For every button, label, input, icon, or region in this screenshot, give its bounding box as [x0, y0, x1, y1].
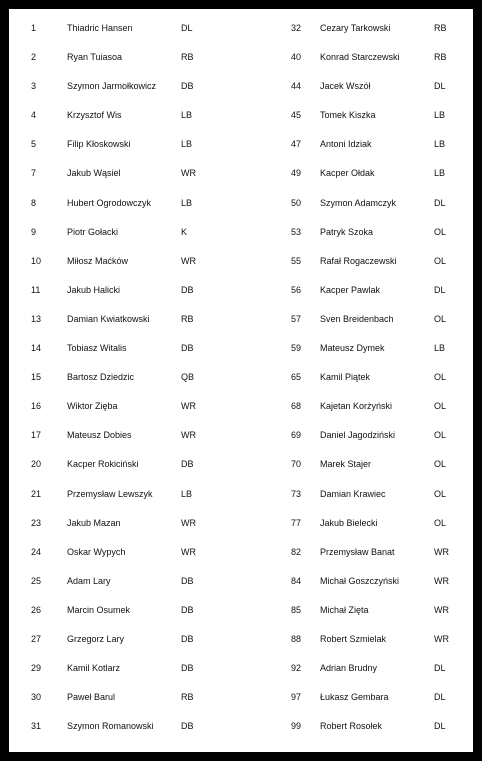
player-position: WR	[434, 633, 449, 644]
player-name: Miłosz Maćków	[67, 255, 129, 266]
player-position: LB	[181, 197, 193, 208]
player-position: OL	[434, 459, 447, 470]
player-position: DB	[181, 459, 194, 470]
player-position: DB	[181, 81, 194, 92]
player-number: 8	[31, 197, 37, 208]
player-number: 15	[31, 372, 42, 383]
player-position: LB	[434, 139, 446, 150]
player-position: LB	[434, 168, 446, 179]
player-position: RB	[181, 692, 194, 703]
player-position: WR	[181, 401, 196, 412]
player-name: Przemysław Lewszyk	[67, 488, 153, 499]
player-position: DL	[181, 23, 193, 33]
player-number: 11	[31, 284, 41, 295]
player-position: OL	[434, 313, 447, 324]
player-position: OL	[434, 255, 447, 266]
player-name: Łukasz Gembara	[320, 692, 389, 703]
player-position: DB	[181, 575, 194, 586]
player-name: Marcin Osumek	[67, 604, 131, 615]
player-position: WR	[181, 517, 196, 528]
player-name: Oskar Wypych	[67, 546, 126, 557]
player-position: DB	[181, 663, 194, 674]
player-position: DL	[434, 663, 446, 674]
player-number: 27	[31, 633, 42, 644]
player-name: Adrian Brudny	[320, 663, 378, 674]
player-number: 77	[291, 517, 302, 528]
player-name: Krzysztof Wis	[67, 110, 122, 121]
player-number: 68	[291, 401, 302, 412]
player-name: Szymon Adamczyk	[320, 197, 397, 208]
player-position: LB	[181, 488, 193, 499]
player-name: Cezary Tarkowski	[320, 23, 391, 33]
player-number: 44	[291, 81, 302, 92]
player-position: RB	[434, 52, 447, 63]
player-name: Robert Rosołek	[320, 721, 383, 732]
player-number: 24	[31, 546, 42, 557]
player-number: 40	[291, 52, 302, 63]
player-name: Daniel Jagodziński	[320, 430, 396, 441]
player-number: 20	[31, 459, 42, 470]
player-position: DB	[181, 633, 194, 644]
player-number: 4	[31, 110, 37, 121]
player-name: Kajetan Korżyński	[320, 401, 393, 412]
player-number: 10	[31, 255, 42, 266]
player-number: 99	[291, 721, 302, 732]
player-position: DL	[434, 692, 446, 703]
player-name: Jakub Mazan	[67, 517, 121, 528]
player-number: 9	[31, 226, 37, 237]
player-name: Wiktor Zięba	[67, 401, 118, 412]
player-name: Szymon Romanowski	[67, 721, 154, 732]
player-position: DB	[181, 604, 194, 615]
player-number: 47	[291, 139, 302, 150]
player-name: Adam Lary	[67, 575, 111, 586]
player-number: 65	[291, 372, 302, 383]
player-name: Hubert Ogrodowczyk	[67, 197, 152, 208]
player-name: Kacper Pawlak	[320, 284, 381, 295]
player-number: 92	[291, 663, 302, 674]
player-position: QB	[181, 372, 195, 383]
roster-page	[9, 9, 473, 752]
player-number: 97	[291, 692, 302, 703]
player-name: Michał Goszczyński	[320, 575, 400, 586]
player-number: 7	[31, 168, 37, 179]
player-name: Paweł Barul	[67, 692, 116, 703]
player-number: 73	[291, 488, 302, 499]
player-position: LB	[181, 139, 193, 150]
player-number: 23	[31, 517, 42, 528]
player-position: LB	[434, 343, 446, 354]
player-number: 26	[31, 604, 42, 615]
player-name: Grzegorz Lary	[67, 633, 125, 644]
player-name: Konrad Starczewski	[320, 52, 400, 63]
player-name: Marek Stajer	[320, 459, 372, 470]
player-number: 50	[291, 197, 302, 208]
player-name: Damian Kwiatkowski	[67, 313, 150, 324]
player-position: RB	[181, 52, 194, 63]
player-number: 17	[31, 430, 42, 441]
player-number: 25	[31, 575, 42, 586]
player-number: 55	[291, 255, 302, 266]
player-name: Jacek Wszół	[320, 81, 371, 92]
player-name: Sven Breidenbach	[320, 313, 394, 324]
player-name: Tomek Kiszka	[320, 110, 376, 121]
player-number: 21	[31, 488, 42, 499]
player-name: Antoni Idziak	[320, 139, 372, 150]
player-number: 88	[291, 633, 302, 644]
player-name: Jakub Wąsiel	[67, 168, 121, 179]
player-position: OL	[434, 517, 447, 528]
player-number: 85	[291, 604, 302, 615]
player-number: 70	[291, 459, 302, 470]
player-position: RB	[434, 23, 447, 33]
player-name: Rafał Rogaczewski	[320, 255, 397, 266]
player-number: 32	[291, 23, 302, 33]
player-name: Robert Szmielak	[320, 633, 387, 644]
player-position: DL	[434, 197, 446, 208]
player-number: 56	[291, 284, 302, 295]
player-position: WR	[181, 168, 196, 179]
player-name: Bartosz Dziedzic	[67, 372, 135, 383]
player-name: Mateusz Dymek	[320, 343, 385, 354]
player-number: 45	[291, 110, 302, 121]
player-position: DL	[434, 284, 446, 295]
player-name: Filip Kłoskowski	[67, 139, 131, 150]
player-position: WR	[434, 575, 449, 586]
player-name: Mateusz Dobies	[67, 430, 132, 441]
player-number: 3	[31, 81, 37, 92]
player-name: Jakub Bielecki	[320, 517, 378, 528]
player-position: OL	[434, 401, 447, 412]
player-position: WR	[181, 430, 196, 441]
player-number: 16	[31, 401, 42, 412]
player-name: Przemysław Banat	[320, 546, 395, 557]
player-number: 57	[291, 313, 302, 324]
player-position: LB	[181, 110, 193, 121]
player-position: WR	[181, 546, 196, 557]
player-position: WR	[434, 546, 449, 557]
player-number: 2	[31, 52, 37, 63]
player-position: OL	[434, 372, 447, 383]
player-number: 30	[31, 692, 42, 703]
player-name: Piotr Gołacki	[67, 226, 119, 237]
player-name: Damian Krawiec	[320, 488, 386, 499]
player-position: DL	[434, 81, 446, 92]
player-name: Kacper Rokiciński	[67, 459, 139, 470]
player-number: 1	[31, 23, 37, 33]
player-number: 13	[31, 313, 42, 324]
player-position: DB	[181, 284, 194, 295]
player-position: LB	[434, 110, 446, 121]
player-name: Tobiasz Witalis	[67, 343, 127, 354]
player-position: WR	[181, 255, 196, 266]
player-name: Kacper Ołdak	[320, 168, 375, 179]
player-number: 5	[31, 139, 37, 150]
player-number: 49	[291, 168, 302, 179]
player-name: Thiadric Hansen	[67, 23, 133, 33]
player-number: 29	[31, 663, 42, 674]
player-name: Kamil Piątek	[320, 372, 371, 383]
player-position: OL	[434, 488, 447, 499]
player-number: 69	[291, 430, 302, 441]
player-position: WR	[434, 604, 449, 615]
player-number: 14	[31, 343, 42, 354]
player-position: RB	[181, 313, 194, 324]
player-position: OL	[434, 226, 447, 237]
player-name: Patryk Szoka	[320, 226, 374, 237]
player-number: 59	[291, 343, 302, 354]
player-name: Szymon Jarmołkowicz	[67, 81, 157, 92]
player-name: Jakub Halicki	[67, 284, 121, 295]
player-position: OL	[434, 430, 447, 441]
player-position: DB	[181, 343, 194, 354]
player-position: K	[181, 226, 188, 237]
player-name: Ryan Tuiasoa	[67, 52, 123, 63]
player-number: 84	[291, 575, 302, 586]
player-number: 82	[291, 546, 302, 557]
player-number: 31	[31, 721, 42, 732]
player-position: DL	[434, 721, 446, 732]
player-number: 53	[291, 226, 302, 237]
player-name: Michał Zięta	[320, 604, 369, 615]
player-name: Kamil Kotlarz	[67, 663, 121, 674]
player-position: DB	[181, 721, 194, 732]
